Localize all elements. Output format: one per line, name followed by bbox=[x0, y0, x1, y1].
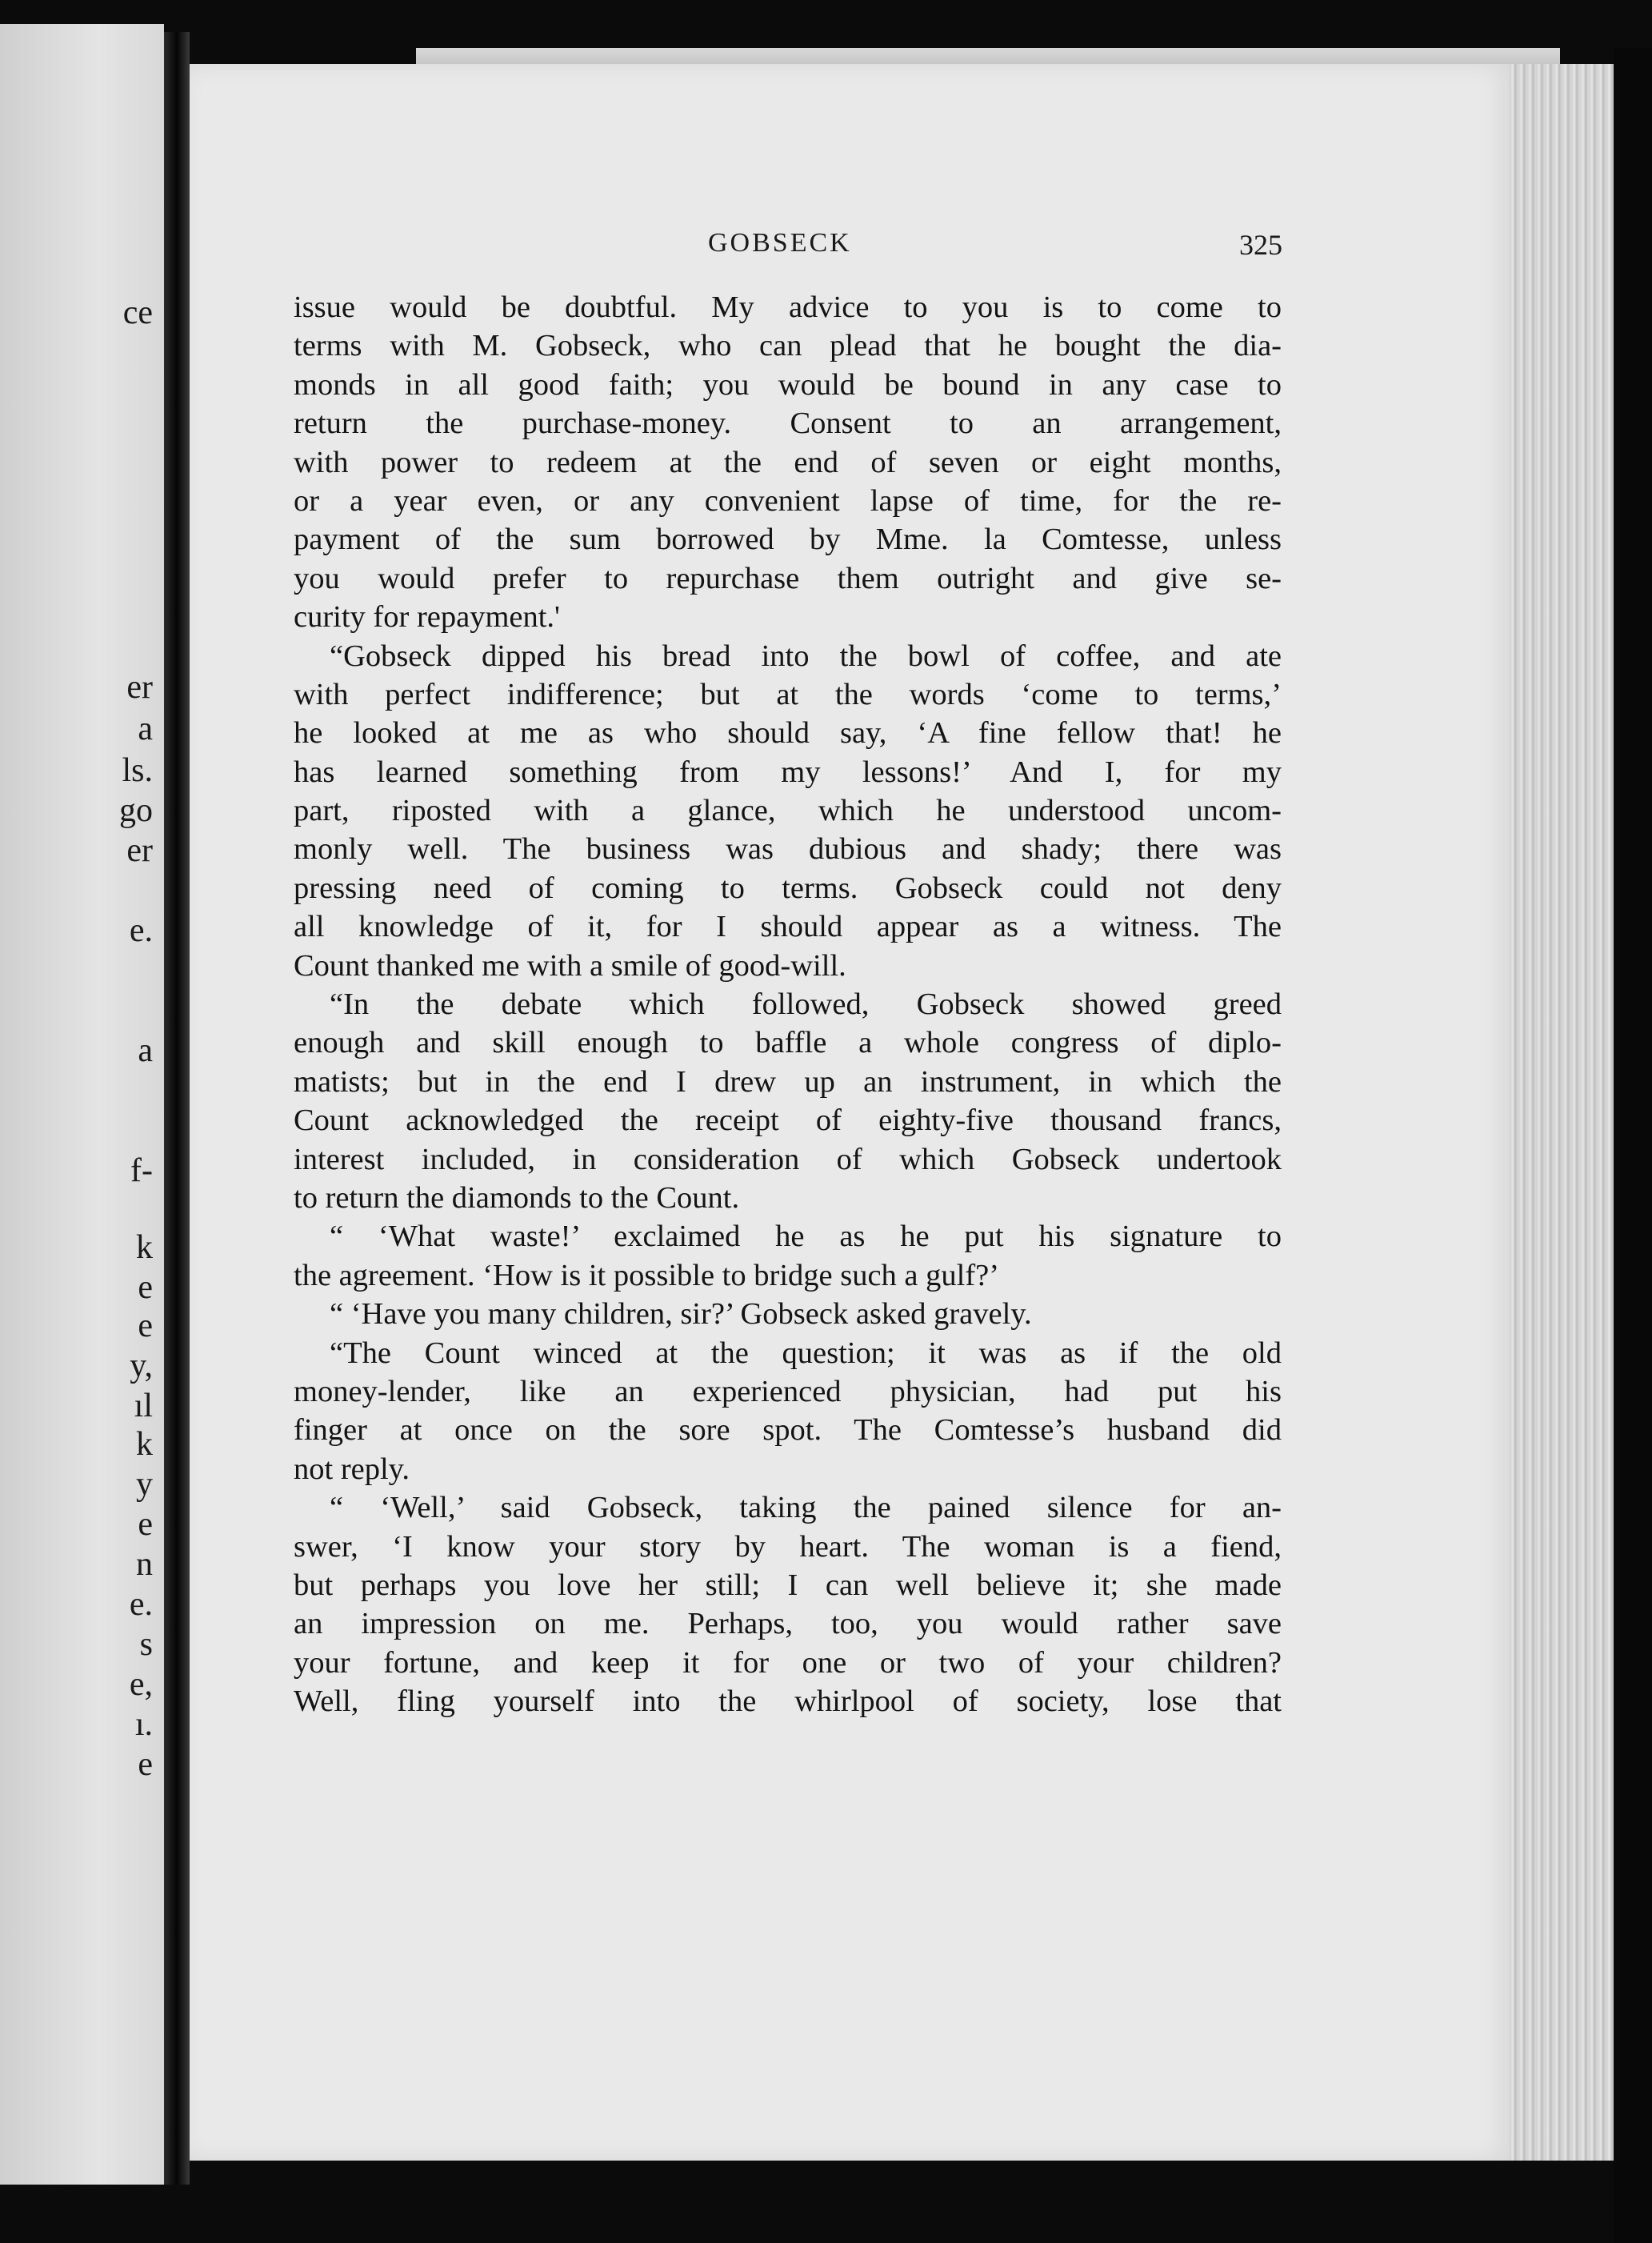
facing-page-fragment: e. bbox=[129, 1586, 153, 1623]
text-line: curity for repayment.' bbox=[294, 600, 560, 635]
text-line: or a year even, or any convenient lapse of time, for the re- bbox=[294, 483, 1282, 518]
text-line: issue would be doubtful. My advice to you is to come to bbox=[294, 290, 1282, 324]
facing-page-fragment: e bbox=[138, 1746, 153, 1783]
text-line: “In the debate which followed, Gobseck showed greed bbox=[330, 987, 1282, 1022]
text-line: swer, ‘I know your story by heart. The woman is a fiend, bbox=[294, 1529, 1282, 1564]
facing-page-fragment: y, bbox=[130, 1348, 153, 1384]
text-line: with power to redeem at the end of seven or eight months, bbox=[294, 445, 1282, 479]
facing-page-fragment: e bbox=[138, 1506, 153, 1543]
facing-page-fragment: k bbox=[136, 1426, 153, 1463]
facing-page-fragment: e bbox=[138, 1308, 153, 1344]
text-line: Count thanked me with a smile of good-will. bbox=[294, 948, 846, 983]
text-line: money-lender, like an experienced physician, had put his bbox=[294, 1374, 1282, 1408]
text-line: “The Count winced at the question; it was as if the old bbox=[330, 1336, 1282, 1370]
facing-page-fragment: n bbox=[136, 1546, 153, 1583]
facing-page-fragment: er bbox=[126, 669, 153, 706]
facing-page-fragment: ls. bbox=[122, 752, 153, 789]
chapter-title: GOBSECK bbox=[708, 228, 852, 258]
facing-page-fragment: y bbox=[136, 1466, 153, 1503]
text-line: “ ‘Have you many children, sir?’ Gobseck asked gravely. bbox=[330, 1297, 1032, 1332]
text-line: your fortune, and keep it for one or two of your children? bbox=[294, 1645, 1282, 1680]
running-head bbox=[190, 228, 1510, 268]
facing-page-fragment: e, bbox=[129, 1666, 153, 1703]
facing-page bbox=[0, 24, 164, 2185]
page-number: 325 bbox=[1239, 229, 1282, 261]
facing-page-fragment: a bbox=[138, 711, 153, 747]
page-stack-edge bbox=[1510, 64, 1614, 2161]
text-line: “Gobseck dipped his bread into the bowl of coffee, and ate bbox=[330, 639, 1282, 673]
facing-page-fragment: a bbox=[138, 1032, 153, 1069]
book-gutter bbox=[164, 32, 190, 2185]
text-line: the agreement. ‘How is it possible to bridge such a gulf?’ bbox=[294, 1258, 1000, 1292]
book-page bbox=[190, 64, 1510, 2161]
facing-page-fragment: ıl bbox=[134, 1388, 153, 1424]
facing-page-fragment: f- bbox=[130, 1152, 153, 1189]
text-line: “ ‘What waste!’ exclaimed he as he put his signature to bbox=[330, 1220, 1282, 1254]
text-line: monds in all good faith; you would be bound in any case to bbox=[294, 367, 1282, 402]
text-line: has learned something from my lessons!’ And I, for my bbox=[294, 755, 1282, 789]
text-line: an impression on me. Perhaps, too, you would rather save bbox=[294, 1607, 1282, 1641]
facing-page-fragment: s bbox=[139, 1626, 153, 1663]
text-line: but perhaps you love her still; I can well believe it; she made bbox=[294, 1568, 1282, 1602]
text-line: payment of the sum borrowed by Mme. la Comtesse, unless bbox=[294, 523, 1282, 557]
facing-page-fragment: ce bbox=[122, 294, 153, 331]
text-line: “ ‘Well,’ said Gobseck, taking the pained silence for an- bbox=[330, 1491, 1282, 1525]
text-line: Count acknowledged the receipt of eighty-five thousand francs, bbox=[294, 1103, 1282, 1138]
facing-page-fragment: ı. bbox=[134, 1706, 153, 1743]
text-line: not reply. bbox=[294, 1452, 410, 1486]
text-line: monly well. The business was dubious and shady; there was bbox=[294, 832, 1282, 867]
text-line: he looked at me as who should say, ‘A fine fellow that! he bbox=[294, 716, 1282, 751]
facing-page-fragment: e. bbox=[129, 912, 153, 949]
scan-border bbox=[1614, 48, 1652, 2243]
text-line: finger at once on the sore spot. The Comtesse’s husband did bbox=[294, 1413, 1282, 1448]
text-line: enough and skill enough to baffle a whole congress of diplo- bbox=[294, 1026, 1282, 1060]
text-line: interest included, in consideration of which Gobseck undertook bbox=[294, 1142, 1282, 1176]
text-line: pressing need of coming to terms. Gobseck could not deny bbox=[294, 871, 1282, 905]
text-line: part, riposted with a glance, which he understood uncom- bbox=[294, 794, 1282, 828]
facing-page-fragment: k bbox=[136, 1229, 153, 1266]
text-line: Well, fling yourself into the whirlpool of society, lose that bbox=[294, 1684, 1282, 1719]
text-line: all knowledge of it, for I should appear as a witness. The bbox=[294, 910, 1282, 944]
text-line: with perfect indifference; but at the words ‘come to terms,’ bbox=[294, 677, 1282, 711]
text-line: terms with M. Gobseck, who can plead that he bought the dia- bbox=[294, 329, 1282, 363]
text-line: you would prefer to repurchase them outright and give se- bbox=[294, 561, 1282, 595]
body-text bbox=[294, 288, 1282, 1720]
text-line: to return the diamonds to the Count. bbox=[294, 1180, 740, 1215]
text-line: matists; but in the end I drew up an instrument, in which the bbox=[294, 1064, 1282, 1099]
text-line: return the purchase-money. Consent to an arrangement, bbox=[294, 407, 1282, 441]
facing-page-fragment: go bbox=[119, 792, 153, 829]
facing-page-fragment: e bbox=[138, 1269, 153, 1306]
facing-page-fragment: er bbox=[126, 832, 153, 869]
